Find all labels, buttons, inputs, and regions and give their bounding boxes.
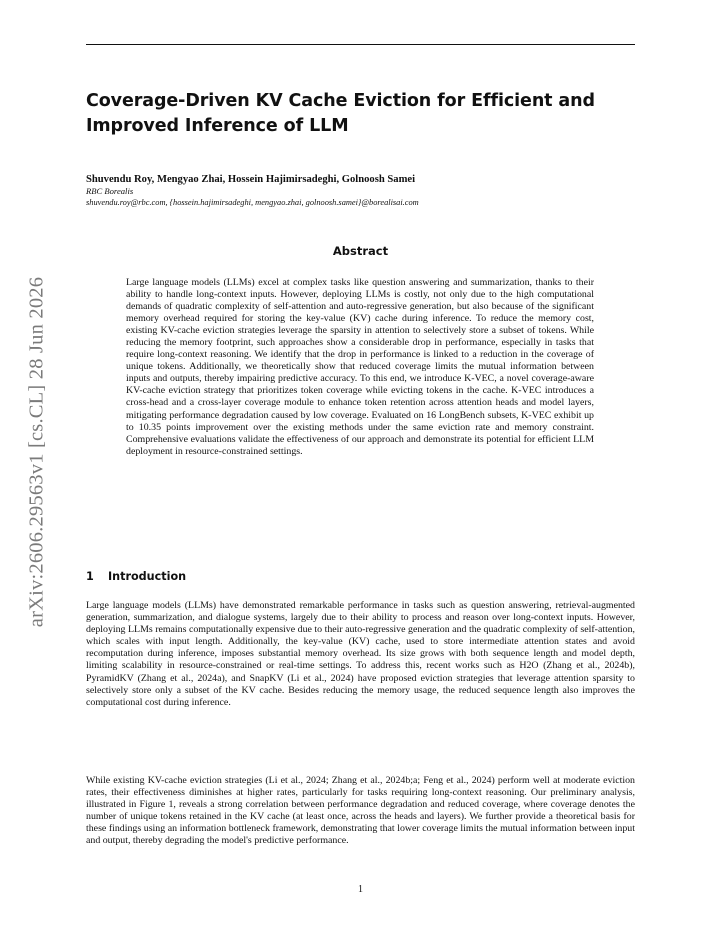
top-rule — [86, 44, 635, 45]
author-emails: shuvendu.roy@rbc.com, {hossein.hajimirsadeghi, mengyao.zhai, golnoosh.samei}@borealisai.com — [86, 198, 419, 207]
affiliation: RBC Borealis — [86, 186, 134, 196]
paper-title: Coverage-Driven KV Cache Eviction for Efficient and Improved Inference of LLM — [86, 91, 595, 136]
abstract-text: Large language models (LLMs) excel at complex tasks like question answering and summarization, thanks to their ability to handle long-context inputs. However, deploying LLMs is costly, not only due to the high computational demands of quadratic complexity of self-attention and auto-regressive generation, but also because of the significant memory overhead required for storing the key-value (KV) cache during inference. To reduce the memory cost, existing KV-cache eviction strategies leverage the sparsity in attention to selectively store a subset of tokens. While reducing the memory footprint, such approaches show a considerable drop in performance, especially in tasks that require long-context reasoning. We identify that the drop in performance is linked to a reduction in the coverage of unique tokens. Additionally, we theoretically show that reduced coverage limits the mutual information between inputs and outputs, thereby impairing predictive accuracy. To this end, we introduce K-VEC, a novel coverage-aware KV-cache eviction strategy that prioritizes token coverage while evicting tokens in the cache. K-VEC introduces a cross-head and a cross-layer coverage module to enhance token retention across attention heads and model layers, mitigating performance degradation caused by low coverage. Evaluated on 16 LongBench subsets, K-VEC exhibit up to 10.35 points improvement over the existing methods under the same eviction rate and memory constraint. Comprehensive evaluations validate the effectiveness of our approach and demonstrate its potential for efficient LLM deployment in resource-constrained settings. — [126, 277, 594, 457]
section-title: Introduction — [108, 570, 187, 583]
introduction-paragraph-1: Large language models (LLMs) have demonstrated remarkable performance in tasks such as question answering, retrieval-augmented generation, summarization, and dialogue systems, largely due to their ability to process and reason over long-context inputs. However, deploying LLMs remains computationally expensive due to their auto-regressive generation and the quadratic complexity of self-attention, which scales with input length. Additionally, the key-value (KV) cache, used to store intermediate attention states and avoid recomputation during inference, imposes substantial memory overhead. Its size grows with both sequence length and model depth, limiting scalability in resource-constrained or real-time settings. To address this, recent works such as H2O (Zhang et al., 2024b), PyramidKV (Zhang et al., 2024a), and SnapKV (Li et al., 2024) have proposed eviction strategies that leverage attention sparsity to selectively store only a subset of the KV cache. Besides reducing the memory usage, the reduced sequence length also improves the computational cost during inference. — [86, 600, 635, 708]
author-list: Shuvendu Roy, Mengyao Zhai, Hossein Hajimirsadeghi, Golnoosh Samei — [86, 174, 416, 185]
arxiv-identifier-stamp: arXiv:2606.29563v1 [cs.CL] 28 Jun 2026 — [25, 276, 48, 628]
section-heading-introduction — [86, 570, 635, 584]
abstract-heading: Abstract — [332, 244, 389, 258]
page-number: 1 — [358, 884, 363, 895]
section-number: 1 — [86, 570, 94, 583]
introduction-paragraph-2: While existing KV-cache eviction strategies (Li et al., 2024; Zhang et al., 2024b;a; Feng et al., 2024) perform well at moderate eviction rates, their effectiveness diminishes at higher rates, particularly for tasks requiring long-context reasoning. Our preliminary analysis, illustrated in Figure 1, reveals a strong correlation between performance degradation and reduced coverage, where coverage denotes the number of unique tokens retained in the KV cache (at least once, across the heads and layers). We further provide a theoretical basis for these findings using an information bottleneck framework, demonstrating that lower coverage limits the mutual information between input and output, thereby degrading the model's predictive performance. — [86, 775, 635, 847]
